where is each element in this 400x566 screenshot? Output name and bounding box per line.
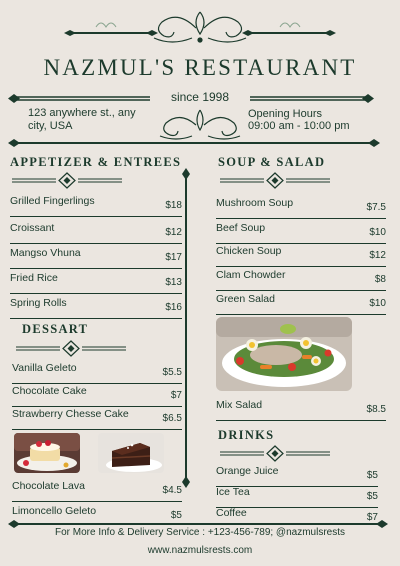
menu-item xyxy=(216,245,386,267)
item-name: Clam Chowder xyxy=(216,269,286,281)
opening-hours-label: Opening Hours xyxy=(248,108,322,120)
menu-item xyxy=(10,297,182,319)
item-price: $8.5 xyxy=(366,404,386,415)
item-name: Green Salad xyxy=(216,293,275,305)
restaurant-name: NAZMUL'S RESTAURANT xyxy=(43,55,357,80)
item-price: $5 xyxy=(366,470,378,481)
item-name: Limoncello Geleto xyxy=(12,505,97,517)
since-year: since 1998 xyxy=(170,90,230,104)
address: 123 anywhere st., any city, USA xyxy=(28,107,136,132)
item-price: $13 xyxy=(165,277,182,288)
item-price: $18 xyxy=(165,200,182,211)
appetizer-section-title: APPETIZER & ENTREES xyxy=(10,155,182,169)
soup-salad-section-title: SOUP & SALAD xyxy=(218,155,326,169)
item-price: $12 xyxy=(369,250,386,261)
item-price: $10 xyxy=(369,298,386,309)
menu-item xyxy=(10,247,182,269)
cheesecake-image xyxy=(14,433,80,473)
soup-salad-ornament xyxy=(218,172,332,190)
item-price: $5 xyxy=(366,491,378,502)
website-link[interactable]: www.nazmulsrests.com xyxy=(147,545,253,556)
item-price: $5.5 xyxy=(162,367,182,378)
menu-item xyxy=(12,385,182,407)
contact-info: For More Info & Delivery Service : +123-456-789; @nazmulsrests xyxy=(55,527,345,538)
item-name: Chocolate Lava xyxy=(12,480,85,492)
item-price: $8 xyxy=(374,274,386,285)
item-name: Ice Tea xyxy=(216,486,250,498)
header-divider xyxy=(0,137,400,149)
menu-item xyxy=(216,465,378,487)
item-name: Chicken Soup xyxy=(216,245,282,257)
menu-item xyxy=(216,293,386,315)
drinks-section-title: DRINKS xyxy=(218,428,275,442)
item-name: Croissant xyxy=(10,222,55,234)
chocolate-cake-image xyxy=(98,433,164,473)
item-name: Mix Salad xyxy=(216,399,263,411)
item-name: Orange Juice xyxy=(216,465,279,477)
item-name: Grilled Fingerlings xyxy=(10,195,95,207)
item-name: Strawberry Chesse Cake xyxy=(12,408,129,420)
item-price: $6.5 xyxy=(162,413,182,424)
item-price: $17 xyxy=(165,252,182,263)
item-price: $7 xyxy=(366,512,378,523)
dessert-ornament xyxy=(14,340,128,358)
drinks-ornament xyxy=(218,445,332,463)
item-name: Spring Rolls xyxy=(10,297,67,309)
header-ornament xyxy=(0,0,400,60)
menu-item xyxy=(12,480,182,502)
item-price: $7.5 xyxy=(366,202,386,213)
item-name: Coffee xyxy=(216,507,247,519)
menu-item xyxy=(216,399,386,421)
menu-item xyxy=(216,222,386,244)
menu-item xyxy=(12,362,182,384)
menu-item xyxy=(10,195,182,217)
dessert-section-title: DESSART xyxy=(22,322,89,336)
opening-hours: 09:00 am - 10:00 pm xyxy=(248,120,350,132)
item-price: $16 xyxy=(165,302,182,313)
item-price: $4.5 xyxy=(162,485,182,496)
item-price: $7 xyxy=(170,390,182,401)
item-name: Chocolate Cake xyxy=(12,385,87,397)
item-price: $10 xyxy=(369,227,386,238)
menu-item xyxy=(216,486,378,508)
item-name: Mangso Vhuna xyxy=(10,247,81,259)
menu-item xyxy=(10,222,182,244)
item-price: $12 xyxy=(165,227,182,238)
item-name: Fried Rice xyxy=(10,272,58,284)
menu-item xyxy=(216,269,386,291)
item-name: Mushroom Soup xyxy=(216,197,294,209)
menu-item xyxy=(10,272,182,294)
menu-item xyxy=(216,197,386,219)
menu-item xyxy=(12,408,182,430)
appetizer-ornament xyxy=(10,172,124,190)
item-price: $5 xyxy=(170,510,182,521)
salad-image xyxy=(216,317,352,391)
item-name: Beef Soup xyxy=(216,222,266,234)
item-name: Vanilla Geleto xyxy=(12,362,77,374)
